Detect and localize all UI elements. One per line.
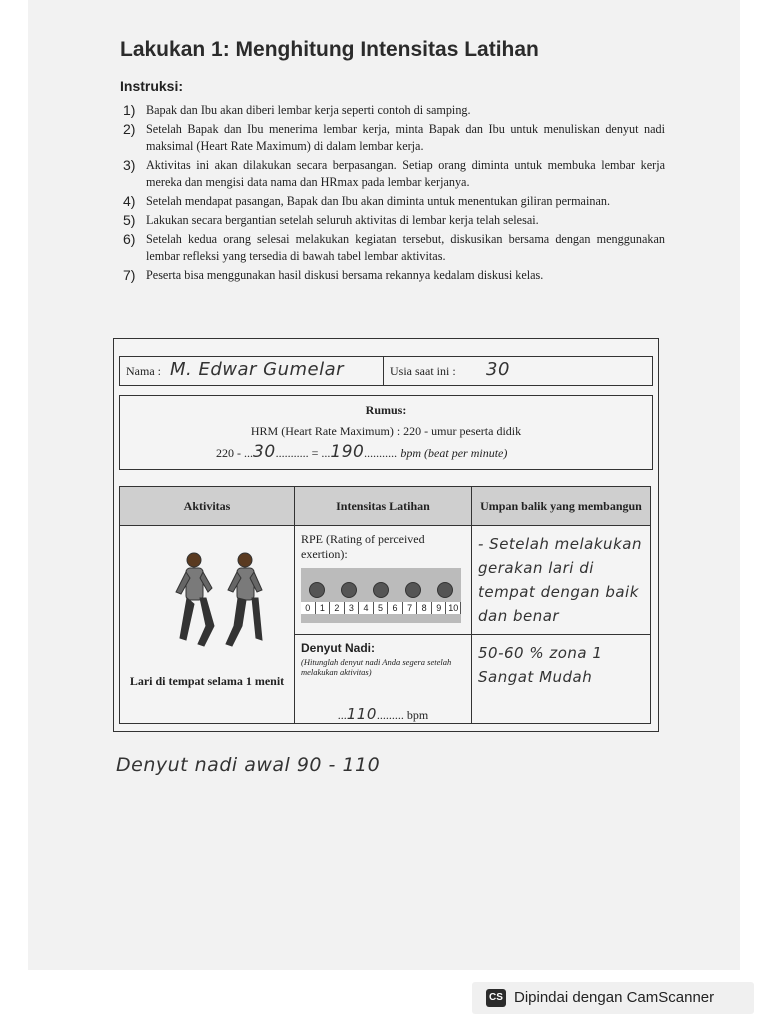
denyut-nadi-cell [295,635,472,724]
formula-line: HRM (Heart Rate Maximum) : 220 - umur peserta didik [250,424,522,438]
instructions-heading: Instruksi: [120,78,184,94]
bpm-line: ...110......... bpm [337,705,429,723]
instruction-item: 3) Aktivitas ini akan dilakukan secara berpasangan. Setiap orang diminta untuk membuka lembar kerja mereka dan mengisi data nama dan HRmax pada lembar kerjanya. [123,157,665,189]
name-cell [120,357,384,385]
running-figures-illustration [172,548,292,678]
face-icon [373,582,389,598]
feedback-text-2[interactable]: 50-60 % zona 1 Sangat Mudah [478,644,603,686]
denyut-nadi-title: Denyut Nadi: [301,641,376,655]
activity-cell [120,526,295,724]
formula-calc: 220 - ...30........... = ...190........... bpm (beat per minute) [216,442,508,462]
instruction-item: 7) Peserta bisa menggunakan hasil diskusi bersama rekannya kedalam diskusi kelas. [123,267,544,283]
instruction-item: 2) Setelah Bapak dan Ibu menerima lembar kerja, minta Bapak dan Ibu untuk menuliskan denyut nadi maksimal (Heart Rate Maximum) di dalam lembar kerja. [123,121,665,153]
camscanner-text: Dipindai dengan CamScanner [514,989,715,1006]
face-icon [405,582,421,598]
camscanner-badge [472,982,754,1014]
camscanner-logo-icon: CS [486,989,506,1007]
activity-table [119,486,651,724]
feedback-cell-2[interactable] [472,635,651,724]
page-title: Lakukan 1: Menghitung Intensitas Latihan [120,38,539,61]
header-aktivitas: Aktivitas [120,487,295,526]
activity-label: Lari di tempat selama 1 menit [129,674,285,688]
header-intensitas: Intensitas Latihan [295,487,472,526]
instruction-item: 5) Lakukan secara bergantian setelah seluruh aktivitas di lembar kerja telah selesai. [123,212,539,228]
age-value[interactable]: 30 [486,359,510,380]
bpm-value[interactable]: 110 [346,705,377,723]
header-umpan-balik: Umpan balik yang membangun [472,487,651,526]
rpe-label: RPE (Rating of perceived exertion): [301,532,425,561]
instruction-item: 6) Setelah kedua orang selesai melakukan kegiatan tersebut, diskusikan bersama dengan menggunakan lembar refleksi yang tersedia di bawah tabel lembar aktivitas. [123,231,665,263]
name-value[interactable]: M. Edwar Gumelar [170,359,345,380]
feedback-cell-1[interactable] [472,526,651,635]
name-age-row [119,356,653,386]
formula-box [119,395,653,470]
denyut-nadi-note: (Hitunglah denyut nadi Anda segera setelah melakukan aktivitas) [301,657,452,677]
instruction-item: 4) Setelah mendapat pasangan, Bapak dan Ibu akan diminta untuk menentukan giliran permainan. [123,193,610,209]
instruction-item: 1) Bapak dan Ibu akan diberi lembar kerja seperti contoh di samping. [123,102,471,118]
rpe-scale [301,568,461,623]
formula-title: Rumus: [365,403,407,417]
face-icon [341,582,357,598]
name-label: Nama : [126,364,161,378]
face-icon [309,582,325,598]
age-label: Usia saat ini : [390,364,456,378]
rpe-scale-numbers: 0 1 2 3 4 5 6 7 8 9 10 [301,602,461,614]
calc-age[interactable]: 30 [253,442,276,462]
feedback-text-1[interactable]: - Setelah melakukan gerakan lari di tempat dengan baik dan benar [478,535,642,625]
instructions-list [120,102,665,286]
handwritten-note: Denyut nadi awal 90 - 110 [116,754,381,776]
face-icon [437,582,453,598]
calc-result[interactable]: 190 [330,442,365,462]
rpe-cell [295,526,472,635]
